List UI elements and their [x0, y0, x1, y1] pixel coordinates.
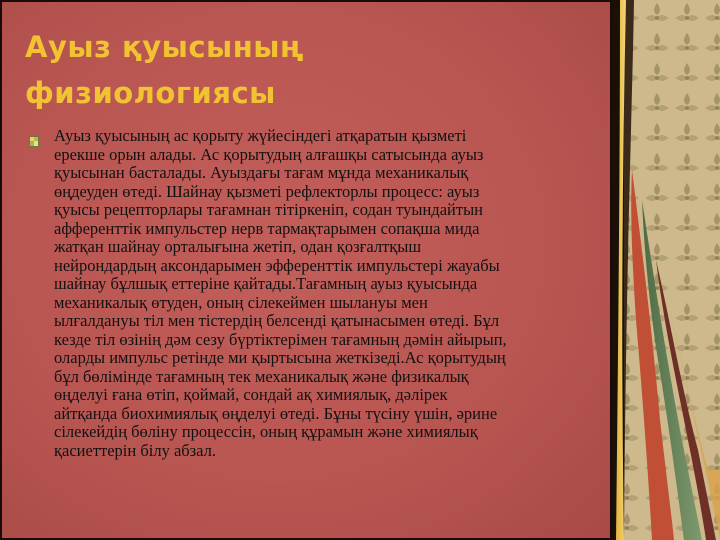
body-line: ерекше орын алады. Ас қорытудың алғашқы сатысында ауыз	[54, 144, 484, 164]
body-paragraph	[54, 127, 602, 460]
body-line: Ауыз қуысының ас қорыту жүйесіндегі атқаратын қызметі	[54, 126, 467, 145]
body-line: кезде тіл өзінің дәм сезу бүртіктерімен тағамның дәмін айырып,	[54, 329, 507, 349]
body-line: бұл бөлімінде тағамның тек механикалық және физикалық	[54, 366, 469, 386]
title-line-2: физиологиясы	[25, 76, 276, 110]
body-line: сілекейдің бөліну процессін, оның құрамын және химиялық	[54, 422, 478, 441]
body-line: өңдеуден өтеді. Шайнау қызметі рефлекторлы процесс: ауыз	[54, 181, 480, 201]
body-line: ылғалдануы тіл мен тістердің белсенді қатынасымен өтеді. Бұл	[54, 311, 500, 330]
body-line: қуысынан басталады. Ауыздағы тағам мұнда механикалық	[54, 163, 469, 182]
body-line: шайнау бұлшық еттеріне қайтады.Тағамның ауыз қуысында	[54, 274, 478, 293]
body-line: қуысы рецепторлары тағамнан тітіркеніп, содан туындайтын	[54, 200, 483, 219]
body-line: өңделуі ғана өтіп, қоймай, сондай ақ химиялық, дәлірек	[54, 385, 448, 404]
body-line: афференттік импульстер нерв тармақтарымен сопақша мида	[54, 218, 480, 238]
body-line: механикалық өтуден, оның сілекеймен шылануы мен	[54, 292, 428, 312]
ornamental-border-decoration	[612, 0, 720, 540]
body-line: нейрондардың аксондарымен эфференттік импульстері жауабы	[54, 255, 500, 275]
bullet-icon	[29, 136, 39, 147]
body-line: қасиеттерін білу абзал.	[54, 440, 217, 460]
slide-title	[25, 24, 585, 116]
title-line-1: Ауыз қуысының	[25, 30, 304, 64]
body-line: жатқан шайнау орталығына жетіп, одан қозғалтқыш	[54, 237, 422, 256]
body-line: айтқанда биохимиялық өңделуі өтеді. Бұны түсіну үшін, әрине	[54, 403, 498, 423]
body-line: оларды импульс ретінде ми қыртысына жеткізеді.Ас қорытудың	[54, 348, 506, 367]
